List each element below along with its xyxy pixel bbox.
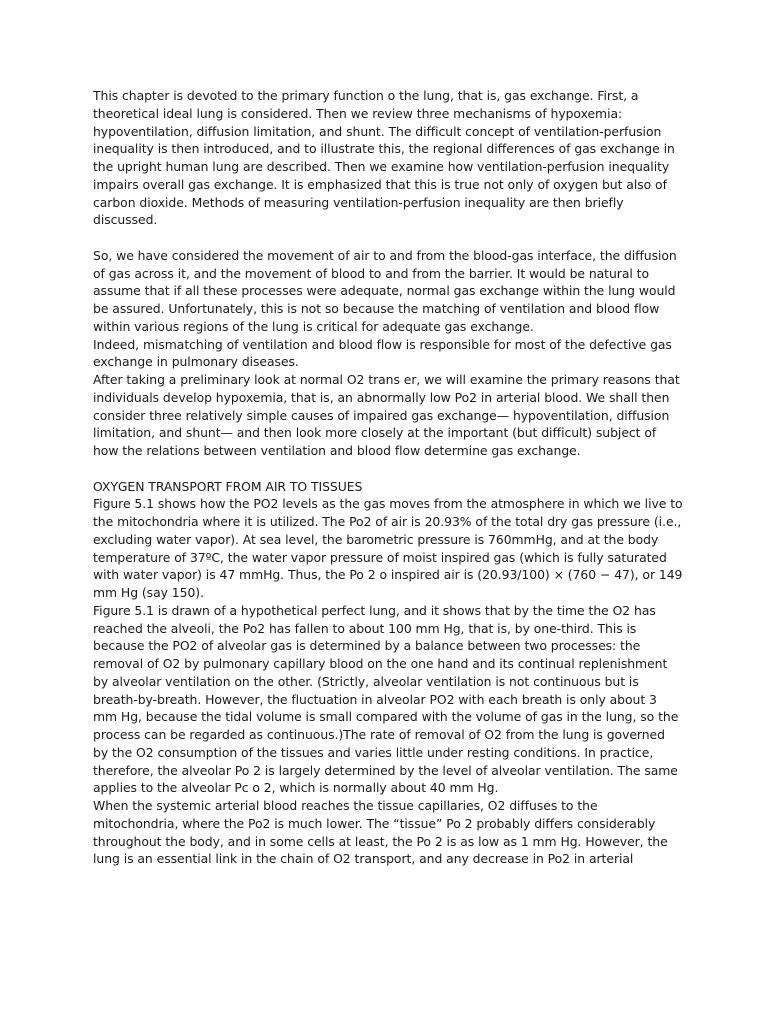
paragraph-mismatching: Indeed, mismatching of ventilation and blood flow is responsible for most of the defective gas exchange in pulmonary diseases. [93,336,672,370]
paragraph-gas-exchange-overview: So, we have considered the movement of air to and from the blood-gas interface, the diffusion of gas across it, and the movement of blood to and from the barrier. It would be natural to assume that if all these processes were adequate, normal gas exchange within the lung would be assured. Unfortunately, this is not so because the matching of ventilation and blood flow within various regions of the lung is critical for adequate gas exchange. [93,247,677,334]
paragraph-spacer [93,460,683,478]
paragraph-figure-po2-levels: Figure 5.1 shows how the PO2 levels as the gas moves from the atmosphere in which we live to the mitochondria where it is utilized. The Po2 of air is 20.93% of the total dry gas pressure (i.e., excluding water vapor). At sea level, the barometric pressure is 760mmHg, and at the body temperature of 37ºC, the water vapor pressure of moist inspired gas (which is fully saturated with water vapor) is 47 mmHg. Thus, the Po 2 o inspired air is (20.93/100) × (760 − 47), or 149 mm Hg (say 150). [93,496,683,600]
document-body [93,87,683,868]
section-heading: OXYGEN TRANSPORT FROM AIR TO TISSUES [93,478,363,494]
paragraph-spacer [93,229,683,247]
paragraph-hypoxemia: After taking a preliminary look at normal O2 trans er, we will examine the primary reasons that individuals develop hypoxemia, that is, an abnormally low Po2 in arterial blood. We shall then consider three relatively simple causes of impaired gas exchange— hypoventilation, diffusion limitation, and shunt— and then look more closely at the important (but difficult) subject of how the relations between ventilation and blood flow determine gas exchange. [93,372,680,458]
paragraph-tissue-capillaries: When the systemic arterial blood reaches the tissue capillaries, O2 diffuses to the mitochondria, where the Po2 is much lower. The “tissue” Po 2 probably differs considerably throughout the body, and in some cells at least, the Po 2 is as low as 1 mm Hg. However, the lung is an essential link in the chain of O2 transport, and any decrease in Po2 in arterial [93,798,668,867]
paragraph-perfect-lung: Figure 5.1 is drawn of a hypothetical perfect lung, and it shows that by the time the O2 has reached the alveoli, the Po2 has fallen to about 100 mm Hg, that is, by one-third. This is because the PO2 of alveolar gas is determined by a balance between two processes: the removal of O2 by pulmonary capillary blood on the one hand and its continual replenishment by alveolar ventilation on the other. (Strictly, alveolar ventilation is not continuous but is breath-by-breath. However, the fluctuation in alveolar PO2 with each breath is only about 3 mm Hg, because the tidal volume is small compared with the volume of gas in the lung, so the process can be regarded as continuous.)The rate of removal of O2 from the lung is governed by the O2 consumption of the tissues and varies little under resting conditions. In practice, therefore, the alveolar Po 2 is largely determined by the level of alveolar ventilation. The same applies to the alveolar Pc o 2, which is normally about 40 mm Hg. [93,602,679,796]
intro-paragraph: This chapter is devoted to the primary function o the lung, that is, gas exchange. First, a theoretical ideal lung is considered. Then we review three mechanisms of hypoxemia: hypoventilation, diffusion limitation, and shunt. The difficult concept of ventilation-perfusion inequality is then introduced, and to illustrate this, the regional differences of gas exchange in the upright human lung are described. Then we examine how ventilation-perfusion inequality impairs overall gas exchange. It is emphasized that this is true not only of oxygen but also of carbon dioxide. Methods of measuring ventilation-perfusion inequality are then briefly discussed. [93,88,675,228]
